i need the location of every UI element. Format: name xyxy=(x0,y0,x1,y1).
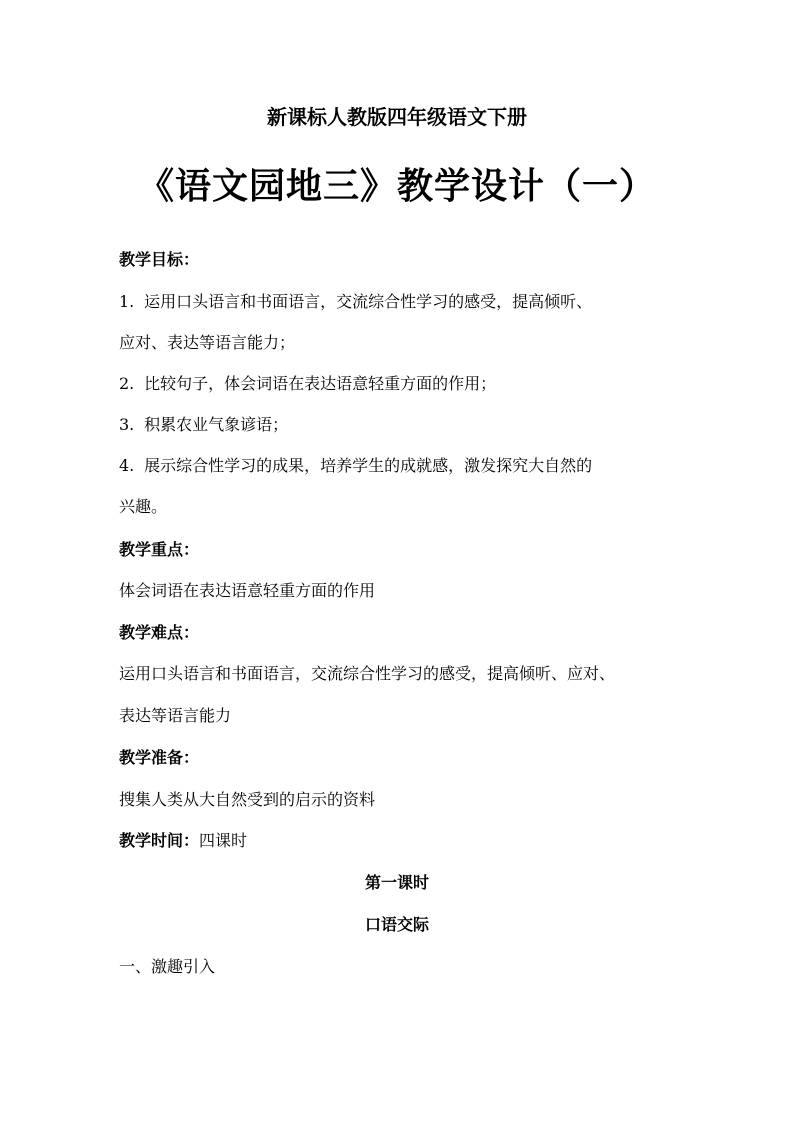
objectives-heading: 教学目标： xyxy=(119,250,200,269)
objective-number: 2. xyxy=(119,374,135,393)
preparation-heading: 教学准备： xyxy=(119,748,200,767)
preparation-text: 搜集人类从大自然受到的启示的资料 xyxy=(119,790,376,809)
difficulty-text: 运用口头语言和书面语言，交流综合性学习的感受，提高倾听、应对、 xyxy=(119,664,616,683)
lesson-heading: 第一课时 xyxy=(364,873,429,892)
section-heading: 一、激趣引入 xyxy=(119,957,216,976)
objective-text: 运用口头语言和书面语言，交流综合性学习的感受，提高倾听、 xyxy=(144,292,593,311)
teaching-time-value: 四课时 xyxy=(199,831,248,850)
teaching-time-label: 教学时间： xyxy=(119,831,200,850)
document-title: 《语文园地三》教学设计（一） xyxy=(137,165,656,207)
document-subtitle: 新课标人教版四年级语文下册 xyxy=(267,105,527,129)
teaching-time xyxy=(119,831,247,851)
objective-text: 比较句子，体会词语在表达语意轻重方面的作用； xyxy=(144,374,497,393)
objective-number: 4. xyxy=(119,456,135,475)
key-point-heading: 教学重点： xyxy=(119,540,200,559)
objective-item-2 xyxy=(119,374,496,394)
difficulty-heading: 教学难点： xyxy=(119,623,200,642)
objective-item-1-continued: 应对、表达等语言能力； xyxy=(119,333,296,352)
objective-item-4-continued: 兴趣。 xyxy=(119,497,168,516)
objective-number: 3. xyxy=(119,415,135,434)
difficulty-text-continued: 表达等语言能力 xyxy=(119,706,232,725)
objective-item-4 xyxy=(119,456,592,476)
key-point-text: 体会词语在表达语意轻重方面的作用 xyxy=(119,581,376,600)
objective-text: 展示综合性学习的成果，培养学生的成就感，激发探究大自然的 xyxy=(144,456,593,475)
objective-number: 1. xyxy=(119,292,135,311)
objective-item-1 xyxy=(119,292,592,312)
objective-item-3 xyxy=(119,415,288,435)
lesson-subheading: 口语交际 xyxy=(364,915,429,934)
objective-text: 积累农业气象谚语； xyxy=(144,415,289,434)
